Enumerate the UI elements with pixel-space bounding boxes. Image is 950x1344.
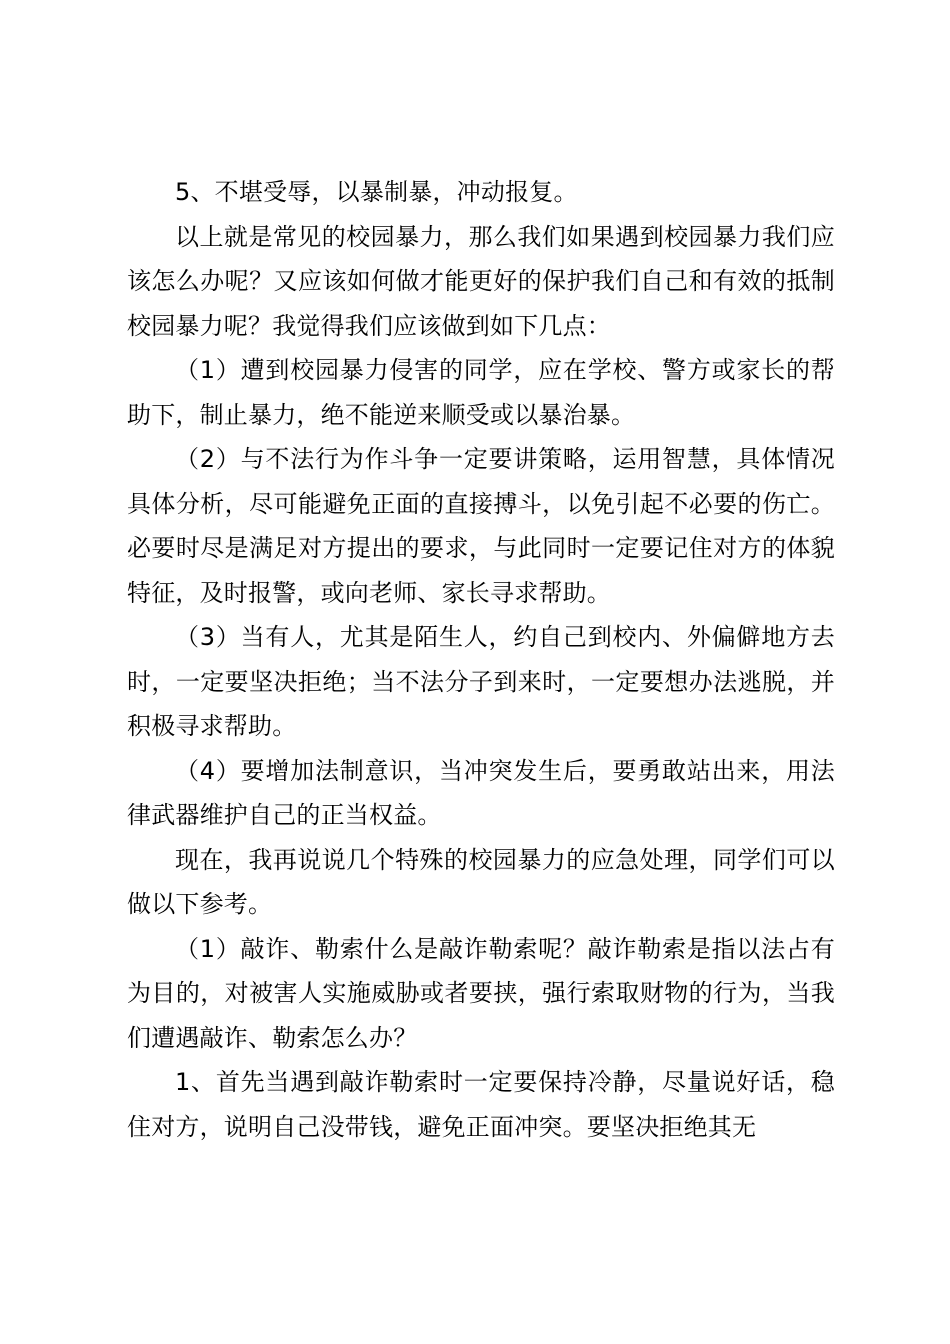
paragraph-1: 5、不堪受辱，以暴制暴，冲动报复。 [175, 178, 578, 206]
paragraph-2: 以上就是常见的校园暴力，那么我们如果遇到校园暴力我们应该怎么办呢？又应该如何做才能更好的保护我们自己和有效的抵制校园暴力呢？我觉得我们应该做到如下几点： [127, 222, 835, 340]
paragraph-7: 现在，我再说说几个特殊的校园暴力的应急处理，同学们可以做以下参考。 [127, 845, 835, 918]
paragraph-8: （1）敲诈、勒索什么是敲诈勒索呢？敲诈勒索是指以法占有为目的，对被害人实施威胁或者要挟，强行索取财物的行为，当我们遭遇敲诈、勒索怎么办？ [127, 934, 835, 1052]
paragraph-9: 1、首先当遇到敲诈勒索时一定要保持冷静，尽量说好话，稳住对方，说明自己没带钱，避免正面冲突。要坚决拒绝其无 [127, 1068, 835, 1141]
paragraph-3: （1）遭到校园暴力侵害的同学，应在学校、警方或家长的帮助下，制止暴力，绝不能逆来顺受或以暴治暴。 [127, 356, 835, 429]
document-page [127, 170, 835, 1149]
paragraph-5: （3）当有人，尤其是陌生人，约自己到校内、外偏僻地方去时，一定要坚决拒绝；当不法分子到来时，一定要想办法逃脱，并积极寻求帮助。 [127, 623, 835, 740]
paragraph-4: （2）与不法行为作斗争一定要讲策略，运用智慧，具体情况具体分析，尽可能避免正面的直接搏斗，以免引起不必要的伤亡。必要时尽是满足对方提出的要求，与此同时一定要记住对方的体貌特征，及时报警，或向老师、家长寻求帮助。 [127, 445, 835, 607]
paragraph-6: （4）要增加法制意识，当冲突发生后，要勇敢站出来，用法律武器维护自己的正当权益。 [127, 756, 835, 829]
